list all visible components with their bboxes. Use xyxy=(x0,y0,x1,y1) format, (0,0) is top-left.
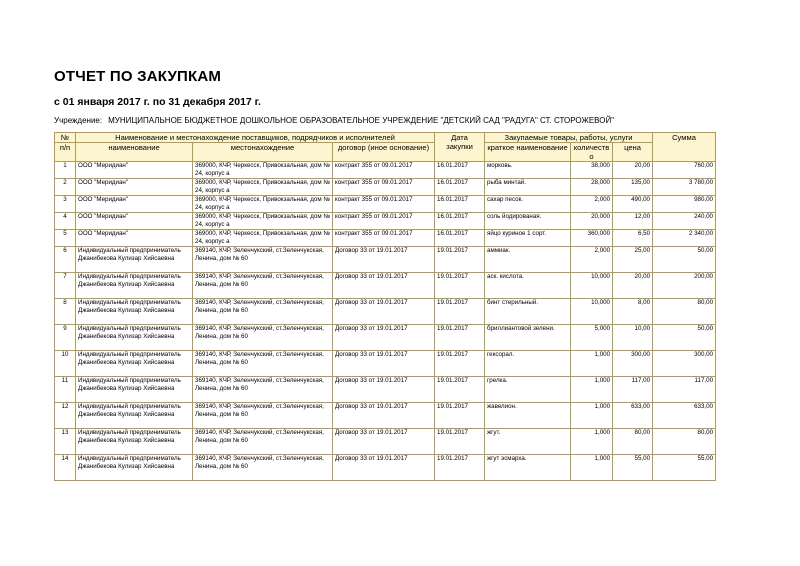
cell-contract: контракт 355 от 09.01.2017 xyxy=(333,213,435,230)
header-quantity: количество xyxy=(571,143,613,162)
cell-contract: Договор 33 от 19.01.2017 xyxy=(333,351,435,377)
cell-price: 633,00 xyxy=(613,403,653,429)
cell-supplier-name: ООО "Меридиан" xyxy=(76,213,193,230)
cell-number: 3 xyxy=(55,196,76,213)
cell-supplier-name: Индивидуальный предприниматель Джанибекова Кулизар Хийсаевна xyxy=(76,377,193,403)
cell-number: 10 xyxy=(55,351,76,377)
cell-price: 10,00 xyxy=(613,325,653,351)
cell-date: 16.01.2017 xyxy=(435,162,485,179)
cell-price: 135,00 xyxy=(613,179,653,196)
cell-supplier-name: Индивидуальный предприниматель Джанибекова Кулизар Хийсаевна xyxy=(76,299,193,325)
cell-contract: контракт 355 от 09.01.2017 xyxy=(333,179,435,196)
table-row xyxy=(55,179,716,196)
cell-item: жгут. xyxy=(485,429,571,455)
cell-contract: контракт 355 от 09.01.2017 xyxy=(333,196,435,213)
table-row xyxy=(55,196,716,213)
cell-contract: Договор 33 от 19.01.2017 xyxy=(333,377,435,403)
cell-price: 25,00 xyxy=(613,247,653,273)
cell-quantity: 2,000 xyxy=(571,196,613,213)
table-row xyxy=(55,162,716,179)
header-short-name: краткое наименование xyxy=(485,143,571,162)
report-title: ОТЧЕТ ПО ЗАКУПКАМ xyxy=(54,68,222,85)
header-goods-group: Закупаемые товары, работы, услуги xyxy=(485,133,653,143)
cell-price: 300,00 xyxy=(613,351,653,377)
cell-number: 6 xyxy=(55,247,76,273)
cell-location: 369140, КЧР, Зеленчукский, ст.Зеленчукская, Ленина, дом № 60 xyxy=(193,273,333,299)
cell-date: 19.01.2017 xyxy=(435,247,485,273)
table-row xyxy=(55,429,716,455)
cell-location: 369140, КЧР, Зеленчукский, ст.Зеленчукская, Ленина, дом № 60 xyxy=(193,455,333,481)
cell-location: 369000, КЧР, Черкесск, Привокзальная, дом № 24, корпус а xyxy=(193,179,333,196)
cell-supplier-name: Индивидуальный предприниматель Джанибекова Кулизар Хийсаевна xyxy=(76,351,193,377)
cell-item: бинт стерильный. xyxy=(485,299,571,325)
cell-number: 14 xyxy=(55,455,76,481)
cell-supplier-name: ООО "Меридиан" xyxy=(76,179,193,196)
cell-sum: 50,00 xyxy=(653,325,716,351)
cell-location: 369140, КЧР, Зеленчукский, ст.Зеленчукская, Ленина, дом № 60 xyxy=(193,429,333,455)
cell-quantity: 1,000 xyxy=(571,429,613,455)
cell-sum: 980,00 xyxy=(653,196,716,213)
cell-supplier-name: Индивидуальный предприниматель Джанибекова Кулизар Хийсаевна xyxy=(76,429,193,455)
cell-price: 117,00 xyxy=(613,377,653,403)
cell-item: соль йодированая. xyxy=(485,213,571,230)
cell-date: 19.01.2017 xyxy=(435,299,485,325)
cell-item: бриллиантовой зелени. xyxy=(485,325,571,351)
cell-location: 369000, КЧР, Черкесск, Привокзальная, дом № 24, корпус а xyxy=(193,213,333,230)
cell-date: 19.01.2017 xyxy=(435,351,485,377)
cell-contract: Договор 33 от 19.01.2017 xyxy=(333,247,435,273)
cell-date: 19.01.2017 xyxy=(435,403,485,429)
cell-number: 8 xyxy=(55,299,76,325)
cell-quantity: 2,000 xyxy=(571,247,613,273)
cell-item: сахар песок. xyxy=(485,196,571,213)
cell-location: 369140, КЧР, Зеленчукский, ст.Зеленчукская, Ленина, дом № 60 xyxy=(193,377,333,403)
cell-item: гексорал. xyxy=(485,351,571,377)
cell-location: 369000, КЧР, Черкесск, Привокзальная, дом № 24, корпус а xyxy=(193,196,333,213)
cell-number: 13 xyxy=(55,429,76,455)
header-suppliers-group: Наименование и местонахождение поставщиков, подрядчиков и исполнителей xyxy=(76,133,435,143)
cell-date: 19.01.2017 xyxy=(435,273,485,299)
cell-quantity: 10,000 xyxy=(571,299,613,325)
cell-date: 19.01.2017 xyxy=(435,429,485,455)
cell-item: рыба минтай. xyxy=(485,179,571,196)
cell-date: 16.01.2017 xyxy=(435,179,485,196)
cell-number: 7 xyxy=(55,273,76,299)
cell-supplier-name: ООО "Меридиан" xyxy=(76,230,193,247)
header-contract: договор (иное основание) xyxy=(333,143,435,162)
cell-item: жгут эсмарха. xyxy=(485,455,571,481)
cell-location: 369000, КЧР, Черкесск, Привокзальная, дом № 24, корпус а xyxy=(193,162,333,179)
cell-location: 369000, КЧР, Черкесск, Привокзальная, дом № 24, корпус а xyxy=(193,230,333,247)
cell-supplier-name: ООО "Меридиан" xyxy=(76,196,193,213)
cell-quantity: 1,000 xyxy=(571,377,613,403)
cell-contract: контракт 355 от 09.01.2017 xyxy=(333,162,435,179)
cell-sum: 55,00 xyxy=(653,455,716,481)
table-row xyxy=(55,299,716,325)
cell-date: 16.01.2017 xyxy=(435,213,485,230)
cell-number: 12 xyxy=(55,403,76,429)
cell-supplier-name: Индивидуальный предприниматель Джанибекова Кулизар Хийсаевна xyxy=(76,455,193,481)
institution-line xyxy=(54,116,614,125)
cell-number: 4 xyxy=(55,213,76,230)
cell-sum: 200,00 xyxy=(653,273,716,299)
cell-price: 80,00 xyxy=(613,429,653,455)
cell-sum: 300,00 xyxy=(653,351,716,377)
cell-supplier-name: Индивидуальный предприниматель Джанибекова Кулизар Хийсаевна xyxy=(76,247,193,273)
cell-number: 1 xyxy=(55,162,76,179)
header-sum: Сумма xyxy=(653,133,716,162)
table-row xyxy=(55,247,716,273)
report-period: с 01 января 2017 г. по 31 декабря 2017 г. xyxy=(54,96,261,108)
cell-item: аммиак. xyxy=(485,247,571,273)
cell-contract: Договор 33 от 19.01.2017 xyxy=(333,273,435,299)
cell-date: 16.01.2017 xyxy=(435,230,485,247)
cell-item: яйцо куриное 1 сорт. xyxy=(485,230,571,247)
cell-supplier-name: Индивидуальный предприниматель Джанибекова Кулизар Хийсаевна xyxy=(76,273,193,299)
cell-quantity: 360,000 xyxy=(571,230,613,247)
cell-location: 369140, КЧР, Зеленчукский, ст.Зеленчукская, Ленина, дом № 60 xyxy=(193,299,333,325)
table-row xyxy=(55,403,716,429)
cell-item: аск. кислота. xyxy=(485,273,571,299)
institution-label: Учреждение: xyxy=(54,116,103,125)
header-num-bottom: п/п xyxy=(55,143,76,162)
cell-contract: контракт 355 от 09.01.2017 xyxy=(333,230,435,247)
cell-quantity: 20,000 xyxy=(571,213,613,230)
cell-date: 19.01.2017 xyxy=(435,377,485,403)
cell-number: 9 xyxy=(55,325,76,351)
cell-quantity: 1,000 xyxy=(571,351,613,377)
cell-sum: 2 340,00 xyxy=(653,230,716,247)
table-row xyxy=(55,273,716,299)
header-location: местонахождение xyxy=(193,143,333,162)
cell-sum: 80,00 xyxy=(653,299,716,325)
cell-price: 8,00 xyxy=(613,299,653,325)
cell-price: 12,00 xyxy=(613,213,653,230)
cell-supplier-name: Индивидуальный предприниматель Джанибекова Кулизар Хийсаевна xyxy=(76,403,193,429)
cell-contract: Договор 33 от 19.01.2017 xyxy=(333,429,435,455)
table-row xyxy=(55,455,716,481)
cell-price: 20,00 xyxy=(613,162,653,179)
cell-price: 55,00 xyxy=(613,455,653,481)
cell-location: 369140, КЧР, Зеленчукский, ст.Зеленчукская, Ленина, дом № 60 xyxy=(193,325,333,351)
cell-sum: 50,00 xyxy=(653,247,716,273)
cell-item: морковь. xyxy=(485,162,571,179)
cell-location: 369140, КЧР, Зеленчукский, ст.Зеленчукская, Ленина, дом № 60 xyxy=(193,247,333,273)
cell-sum: 117,00 xyxy=(653,377,716,403)
cell-item: грелка. xyxy=(485,377,571,403)
cell-quantity: 1,000 xyxy=(571,403,613,429)
cell-supplier-name: Индивидуальный предприниматель Джанибекова Кулизар Хийсаевна xyxy=(76,325,193,351)
cell-location: 369140, КЧР, Зеленчукский, ст.Зеленчукская, Ленина, дом № 60 xyxy=(193,351,333,377)
cell-date: 19.01.2017 xyxy=(435,455,485,481)
cell-quantity: 5,000 xyxy=(571,325,613,351)
cell-number: 11 xyxy=(55,377,76,403)
cell-contract: Договор 33 от 19.01.2017 xyxy=(333,403,435,429)
cell-quantity: 28,000 xyxy=(571,179,613,196)
cell-supplier-name: ООО "Меридиан" xyxy=(76,162,193,179)
table-row xyxy=(55,351,716,377)
table-row xyxy=(55,230,716,247)
header-name: наименование xyxy=(76,143,193,162)
cell-date: 16.01.2017 xyxy=(435,196,485,213)
cell-sum: 633,00 xyxy=(653,403,716,429)
header-row-bottom xyxy=(55,143,716,162)
cell-sum: 80,00 xyxy=(653,429,716,455)
cell-location: 369140, КЧР, Зеленчукский, ст.Зеленчукская, Ленина, дом № 60 xyxy=(193,403,333,429)
cell-date: 19.01.2017 xyxy=(435,325,485,351)
cell-contract: Договор 33 от 19.01.2017 xyxy=(333,299,435,325)
cell-price: 20,00 xyxy=(613,273,653,299)
cell-quantity: 38,000 xyxy=(571,162,613,179)
table-row xyxy=(55,213,716,230)
cell-quantity: 10,000 xyxy=(571,273,613,299)
cell-sum: 240,00 xyxy=(653,213,716,230)
cell-sum: 760,00 xyxy=(653,162,716,179)
header-row-top xyxy=(55,133,716,143)
cell-quantity: 1,000 xyxy=(571,455,613,481)
cell-sum: 3 780,00 xyxy=(653,179,716,196)
table-row xyxy=(55,325,716,351)
purchases-table xyxy=(54,132,716,481)
cell-number: 2 xyxy=(55,179,76,196)
table-row xyxy=(55,377,716,403)
header-date: Дата закупки xyxy=(435,133,485,162)
cell-price: 490,00 xyxy=(613,196,653,213)
cell-item: жавелион. xyxy=(485,403,571,429)
header-price: цена xyxy=(613,143,653,162)
cell-contract: Договор 33 от 19.01.2017 xyxy=(333,325,435,351)
cell-contract: Договор 33 от 19.01.2017 xyxy=(333,455,435,481)
cell-number: 5 xyxy=(55,230,76,247)
institution-name: МУНИЦИПАЛЬНОЕ БЮДЖЕТНОЕ ДОШКОЛЬНОЕ ОБРАЗОВАТЕЛЬНОЕ УЧРЕЖДЕНИЕ "ДЕТСКИЙ САД "РАДУГА" СТ. СТОРОЖЕВОЙ" xyxy=(108,116,615,125)
header-num-top: № xyxy=(55,133,76,143)
cell-price: 6,50 xyxy=(613,230,653,247)
